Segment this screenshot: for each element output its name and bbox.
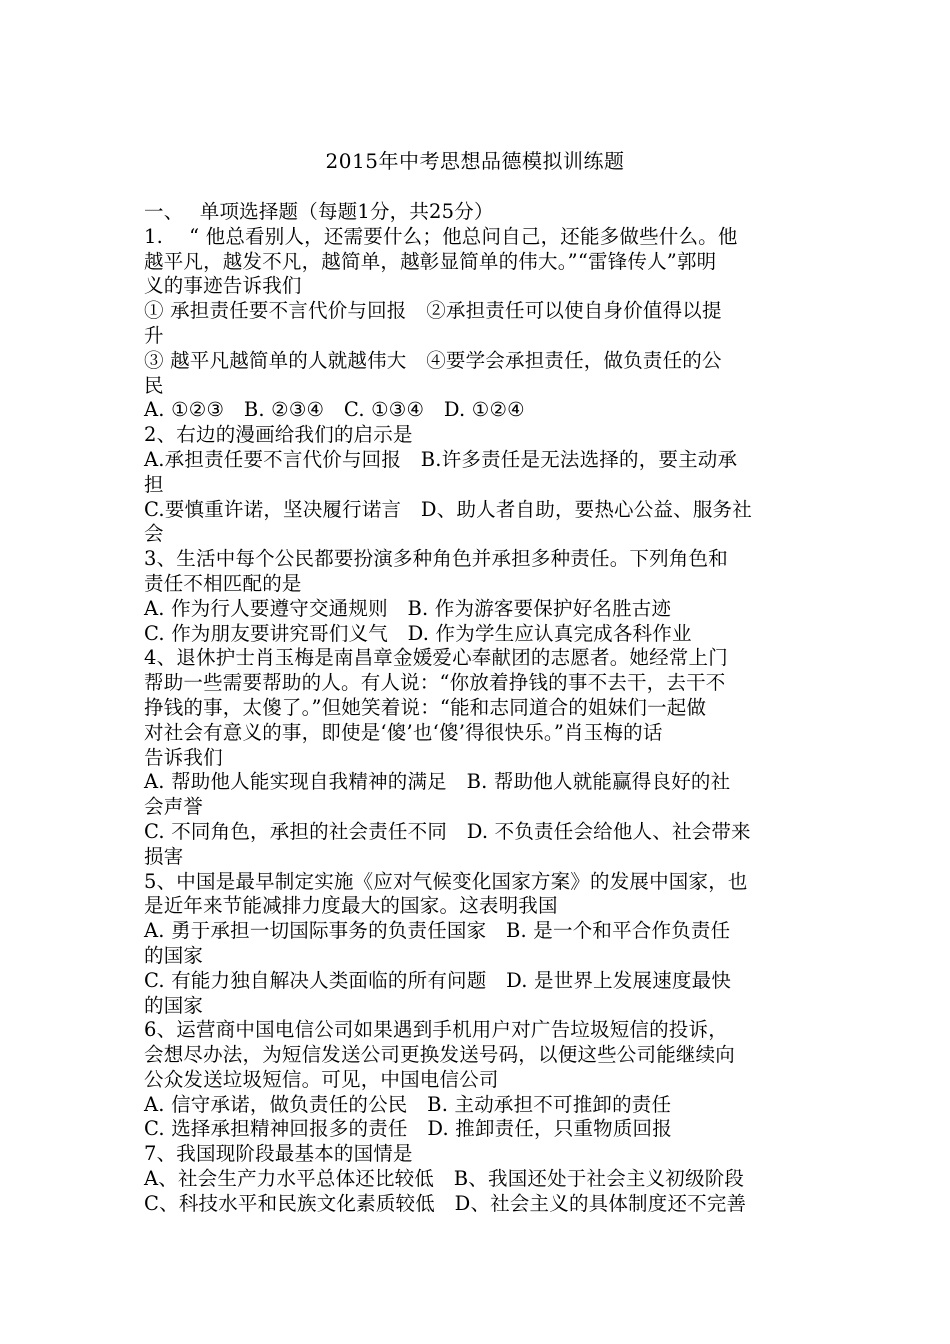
text-line: 帮助一些需要帮助的人。有人说：“你放着挣钱的事不去干，去干不 (144, 671, 726, 695)
text-line: 公众发送垃圾短信。可见，中国电信公司 (144, 1067, 499, 1091)
text-line: 3、生活中每个公民都要扮演多种角色并承担多种责任。下列角色和 (144, 547, 728, 571)
text-line: 会 (144, 522, 164, 546)
document-body (144, 200, 814, 1217)
text-line: C. 不同角色，承担的社会责任不同 D. 不负责任会给他人、社会带来 (144, 819, 751, 843)
text-line: A. 勇于承担一切国际事务的负责任国家 B. 是一个和平合作负责任 (144, 919, 731, 943)
text-line: 告诉我们 (144, 745, 223, 769)
text-line: A.承担责任要不言代价与回报 B.许多责任是无法选择的，要主动承 (144, 447, 738, 471)
text-line: 5、中国是最早制定实施《应对气候变化国家方案》的发展中国家，也 (144, 869, 748, 893)
text-line: 1. “ 他总看别人，还需要什么；他总问自己，还能多做些什么。他 (144, 224, 738, 248)
text-line: C. 有能力独自解决人类面临的所有问题 D. 是世界上发展速度最快 (144, 968, 732, 992)
text-line: 的国家 (144, 943, 204, 967)
text-line: 民 (144, 373, 164, 397)
text-line: C.要慎重许诺，坚决履行诺言 D、助人者自助，要热心公益、服务社 (144, 497, 752, 521)
text-line: A. 信守承诺，做负责任的公民 B. 主动承担不可推卸的责任 (144, 1092, 672, 1116)
text-line: 升 (144, 323, 164, 347)
text-line: 的国家 (144, 993, 204, 1017)
text-line: A、社会生产力水平总体还比较低 B、我国还处于社会主义初级阶段 (144, 1167, 745, 1191)
text-line: 责任不相匹配的是 (144, 571, 302, 595)
text-line: 会声誉 (144, 795, 204, 819)
text-line: 越平凡，越发不凡，越简单，越彰显简单的伟大。”“雷锋传人”郭明 (144, 249, 717, 273)
text-line: 2、右边的漫画给我们的启示是 (144, 423, 413, 447)
text-line: A. 帮助他人能实现自我精神的满足 B. 帮助他人就能赢得良好的社 (144, 770, 731, 794)
text-line: A. 作为行人要遵守交通规则 B. 作为游客要保护好名胜古迹 (144, 596, 672, 620)
text-line: C. 选择承担精神回报多的责任 D. 推卸责任，只重物质回报 (144, 1117, 672, 1141)
text-line: 挣钱的事，太傻了。”但她笑着说：“能和志同道合的姐妹们一起做 (144, 695, 707, 719)
text-line: 7、我国现阶段最基本的国情是 (144, 1142, 413, 1166)
text-line: 4、退休护士肖玉梅是南昌章金媛爱心奉献团的志愿者。她经常上门 (144, 646, 728, 670)
text-line: 是近年来节能减排力度最大的国家。这表明我国 (144, 894, 558, 918)
text-line: ③ 越平凡越简单的人就越伟大 ④要学会承担责任，做负责任的公 (144, 348, 722, 372)
text-line: 6、运营商中国电信公司如果遇到手机用户对广告垃圾短信的投诉， (144, 1018, 728, 1042)
text-line: ① 承担责任要不言代价与回报 ②承担责任可以使自身价值得以提 (144, 299, 722, 323)
document-title: 2015年中考思想品德模拟训练题 (325, 149, 625, 173)
text-line: 对社会有意义的事，即使是‘傻’也‘傻’得很快乐。”肖玉梅的话 (144, 720, 663, 744)
text-line: A. ①②③ B. ②③④ C. ①③④ D. ①②④ (144, 398, 525, 422)
text-line: 会想尽办法，为短信发送公司更换发送号码，以便这些公司能继续向 (144, 1043, 736, 1067)
text-line: 义的事迹告诉我们 (144, 274, 302, 298)
text-line: C. 作为朋友要讲究哥们义气 D. 作为学生应认真完成各科作业 (144, 621, 692, 645)
text-line: 损害 (144, 844, 184, 868)
text-line: 一、 单项选择题（每题1分，共25分） (144, 200, 494, 223)
text-line: 担 (144, 472, 164, 496)
text-line: C、科技水平和民族文化素质较低 D、社会主义的具体制度还不完善 (144, 1191, 747, 1215)
